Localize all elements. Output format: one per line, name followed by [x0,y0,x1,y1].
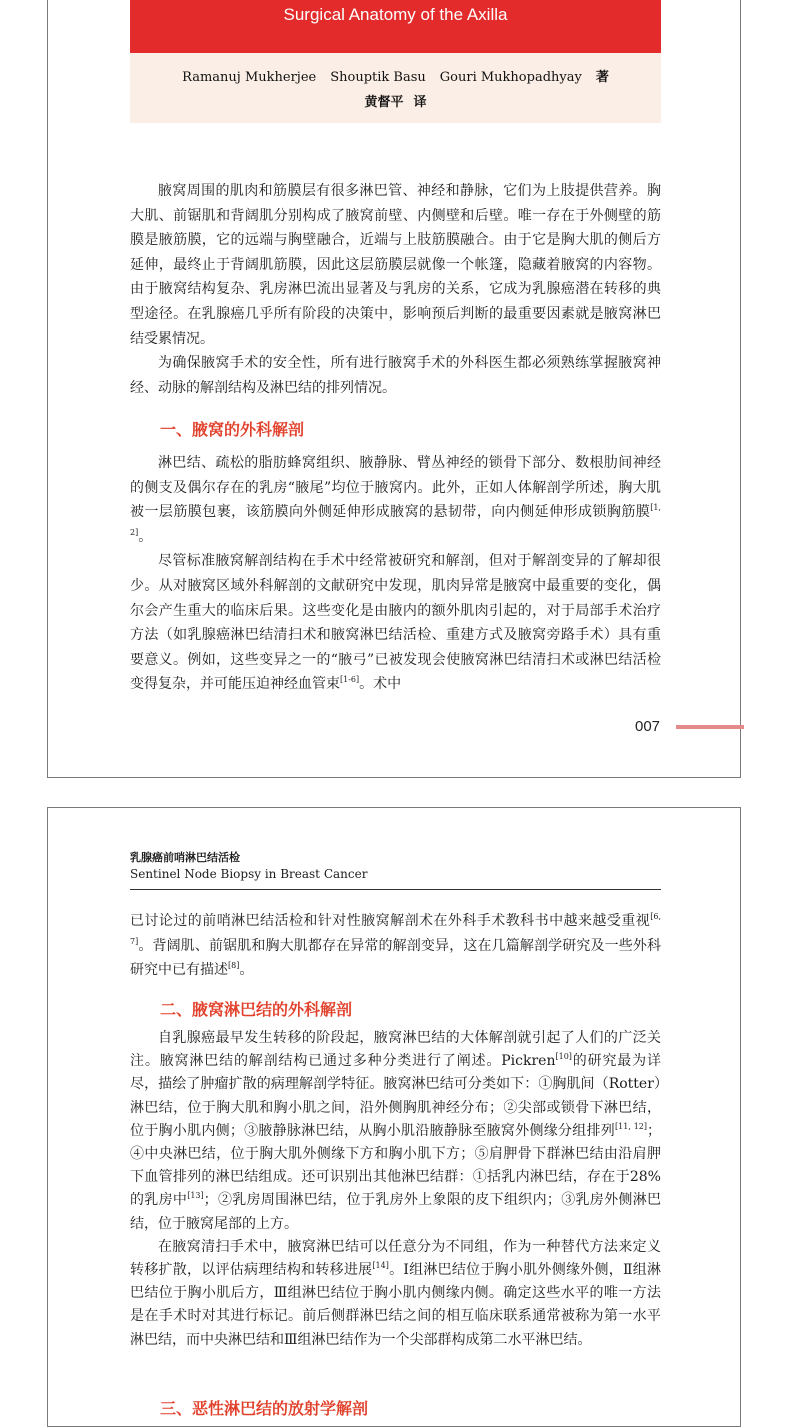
author-role: 著 [595,70,609,85]
chapter-title-band [130,0,661,53]
section-heading-2: 二、腋窝淋巴结的外科解剖 [160,1000,353,1019]
running-head [130,850,661,890]
continued-paragraph: 已讨论过的前哨淋巴结活检和针对性腋窝解剖术在外科手术教科书中越来越受重视[6, 7]。背阔肌、前锯肌和胸大肌都存在异常的解剖变异，这在几篇解剖学研究及一些外科研究中已有描述[8]。 [130,912,661,979]
author-name: Ramanuj Mukherjee [182,70,317,85]
section-2-text [130,1027,661,1352]
author-list [130,66,661,85]
intro-text [130,179,661,400]
section-paragraph: 淋巴结、疏松的脂肪蜂窝组织、腋静脉、臂丛神经的锁骨下部分、数根肋间神经的侧支及偶尔存在的乳房“腋尾”均位于腋窝内。此外，正如人体解剖学所述，胸大肌被一层筋膜包裹，该筋膜向外侧延伸形成腋窝的悬韧带，向内侧延伸形成锁胸筋膜[1, 2]。 [130,455,661,545]
section-1-text [130,451,661,697]
page-edge-tab [676,725,744,729]
author-name: Gouri Mukhopadhyay [439,70,582,85]
page-007 [47,0,741,778]
page-number: 007 [635,718,661,735]
translator-role: 译 [413,95,427,110]
page-008 [47,807,741,1427]
chapter-title: Surgical Anatomy of the Axilla [283,5,508,24]
section-heading-3: 三、恶性淋巴结的放射学解剖 [160,1399,369,1418]
intro-paragraph: 腋窝周围的肌肉和筋膜层有很多淋巴管、神经和静脉，它们为上肢提供营养。胸大肌、前锯肌和背阔肌分别构成了腋窝前壁、内侧壁和后壁。唯一存在于外侧壁的筋膜是腋筋膜，它的远端与胸壁融合，近端与上肢筋膜融合。由于它是胸大肌的侧后方延伸，最终止于背阔肌筋膜，因此这层筋膜层就像一个帐篷，隐藏着腋窝的内容物。由于腋窝结构复杂、乳房淋巴流出显著及与乳房的关系，它成为乳腺癌潜在转移的典型途径。在乳腺癌几乎所有阶段的决策中，影响预后判断的最重要因素就是腋窝淋巴结受累情况。 [130,183,661,347]
citation: [1, 2] [130,503,661,537]
citation: [11, 12] [615,1121,648,1131]
citation: [6, 7] [130,912,661,946]
running-head-chinese: 乳腺癌前哨淋巴结活检 [130,851,240,864]
citation: [14] [372,1261,389,1271]
section-heading-1: 一、腋窝的外科解剖 [160,420,305,439]
translator-name: 黄督平 [364,95,404,110]
citation: [10] [555,1052,572,1062]
author-band [130,53,661,123]
author-name: Shouptik Basu [330,70,426,85]
citation: [13] [187,1191,204,1201]
running-head-english: Sentinel Node Biopsy in Breast Cancer [130,867,368,881]
citation: [8] [228,961,240,971]
citation: [1-6] [340,675,360,685]
intro-paragraph: 为确保腋窝手术的安全性，所有进行腋窝手术的外科医生都必须熟练掌握腋窝神经、动脉的解剖结构及淋巴结的排列情况。 [130,355,661,396]
section-paragraph: 尽管标准腋窝解剖结构在手术中经常被研究和解剖，但对于解剖变异的了解却很少。从对腋窝区域外科解剖的文献研究中发现，肌肉异常是腋窝中最重要的变化，偶尔会产生重大的临床后果。这些变化是由腋内的额外肌肉引起的，对于局部手术治疗方法（如乳腺癌淋巴结清扫术和腋窝淋巴结活检、重建方式及腋窝旁路手术）具有重要意义。例如，这些变异之一的“腋弓”已被发现会使腋窝淋巴结清扫术或淋巴结活检变得复杂，并可能压迫神经血管束[1-6]。术中 [130,553,661,693]
section-paragraph: 在腋窝清扫手术中，腋窝淋巴结可以任意分为不同组，作为一种替代方法来定义转移扩散，以评估病理结构和转移进展[14]。Ⅰ组淋巴结位于胸小肌外侧缘外侧，Ⅱ组淋巴结位于胸小肌后方，Ⅲ组淋巴结位于胸小肌内侧缘内侧。确定这些水平的唯一方法是在手术时对其进行标记。前后侧群淋巴结之间的相互临床联系通常被称为第一水平淋巴结，而中央淋巴结和Ⅲ组淋巴结作为一个尖部群构成第二水平淋巴结。 [130,1238,662,1348]
translator-line [130,91,661,110]
continued-text [130,909,661,983]
section-paragraph: 自乳腺癌最早发生转移的阶段起，腋窝淋巴结的大体解剖就引起了人们的广泛关注。腋窝淋巴结的解剖结构已通过多种分类进行了阐述。Pickren[10]的研究最为详尽，描绘了肿瘤扩散的病理解剖学特征。腋窝淋巴结可分类如下：①胸肌间（Rotter）淋巴结，位于胸大肌和胸小肌之间，沿外侧胸肌神经分布；②尖部或锁骨下淋巴结，位于胸小肌内侧；③腋静脉淋巴结，从胸小肌沿腋静脉至腋窝外侧缘分组排列[11, 12]；④中央淋巴结，位于胸大肌外侧缘下方和胸小肌下方；⑤肩胛骨下群淋巴结由沿肩胛下血管排列的淋巴结组成。还可识别出其他淋巴结群：①括乳内淋巴结，存在于28%的乳房中[13]；②乳房周围淋巴结，位于乳房外上象限的皮下组织内；③乳房外侧淋巴结，位于腋窝尾部的上方。 [130,1030,662,1232]
